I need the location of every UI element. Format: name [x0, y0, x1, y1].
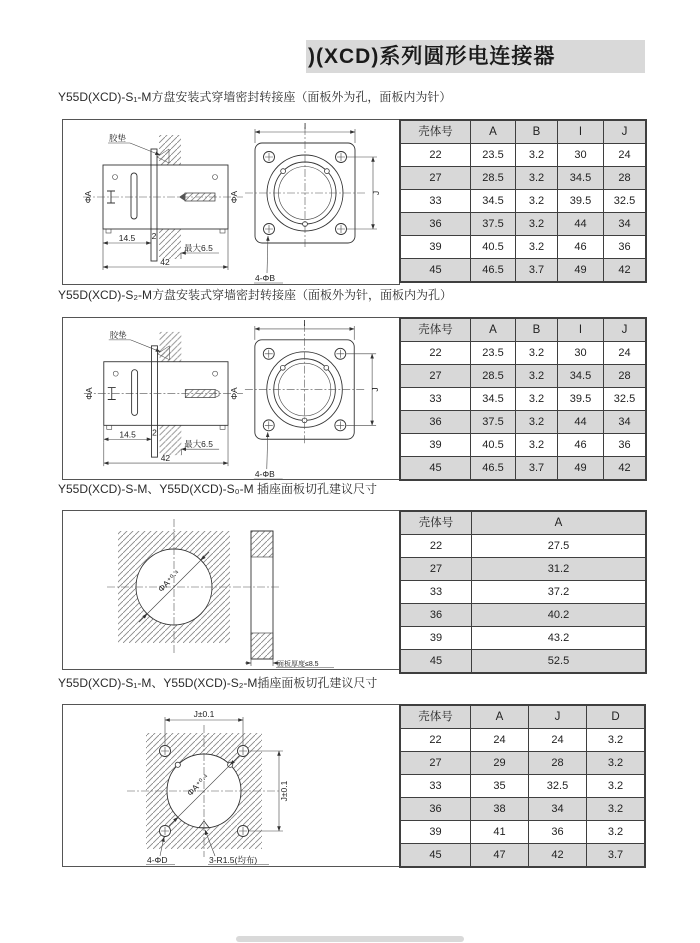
table-row [400, 411, 646, 434]
table-cell: 22 [400, 342, 471, 365]
table-cell: 45 [400, 650, 472, 674]
table-cell: 29 [471, 752, 529, 775]
front-view [245, 121, 381, 283]
slot [131, 173, 137, 219]
dim-i-label: I [303, 121, 307, 131]
table-cell: 39 [400, 236, 471, 259]
wall-hatch-bottom [159, 229, 181, 259]
wall-hatch-top [159, 135, 181, 165]
drawing-connector-side-front-1 [62, 119, 400, 285]
table-row [400, 752, 645, 775]
table-row [400, 236, 646, 259]
table-row [400, 650, 646, 674]
table-row [400, 365, 646, 388]
table-cell: 46.5 [471, 259, 516, 283]
table-cell: 33 [400, 581, 472, 604]
table-cell: 39 [400, 627, 472, 650]
table-cell: 42 [604, 457, 647, 481]
dim-wall-label: 最大6.5 [184, 439, 213, 450]
table-cell: 34 [604, 411, 647, 434]
technical-drawing-svg [63, 705, 399, 866]
table-cell: 42 [529, 844, 587, 868]
table-header-row [400, 511, 646, 535]
table-cell: 40.5 [471, 434, 516, 457]
table-cell: 3.2 [516, 388, 558, 411]
column-header: J [604, 120, 647, 144]
table-cell: 32.5 [604, 190, 647, 213]
table-cell: 3.7 [516, 259, 558, 283]
table-cell: 34.5 [558, 167, 604, 190]
table-cell: 36 [604, 236, 647, 259]
table-cell: 46 [558, 236, 604, 259]
column-header: 壳体号 [400, 120, 471, 144]
column-header: B [516, 318, 558, 342]
column-header: D [587, 705, 646, 729]
table-cell: 40.2 [472, 604, 647, 627]
table-cell: 22 [400, 535, 472, 558]
table-cell: 3.2 [516, 167, 558, 190]
table-cell: 32.5 [604, 388, 647, 411]
dia-a-right-label: ΦA [229, 190, 239, 204]
front-view [245, 318, 380, 479]
keyway-bump [175, 762, 180, 767]
table-row [400, 604, 646, 627]
section-2-title: Y55D(XCD)-S₂-M方盘安装式穿墙密封转接座（面板外为针，面板内为孔） [58, 288, 452, 302]
table-cell: 3.2 [516, 213, 558, 236]
table-row [400, 558, 646, 581]
table-cell: 3.2 [587, 775, 646, 798]
table-cell: 45 [400, 844, 471, 868]
table-cell: 22 [400, 729, 471, 752]
drawing-panel-cutout-keyed [62, 704, 400, 867]
page-footer-bar [236, 936, 464, 942]
column-header: A [472, 511, 647, 535]
table-cell: 33 [400, 388, 471, 411]
table-cell: 28.5 [471, 365, 516, 388]
table-row [400, 144, 646, 167]
table-row [400, 821, 645, 844]
side-view [83, 133, 243, 270]
column-header: B [516, 120, 558, 144]
table-cell: 33 [400, 190, 471, 213]
table-cell: 36 [400, 411, 471, 434]
table-cell: 37.5 [471, 213, 516, 236]
table-cell: 28 [604, 167, 647, 190]
dimension-table-4 [399, 704, 646, 868]
table-cell: 24 [604, 342, 647, 365]
dim-total-label: 42 [160, 257, 170, 267]
table-cell: 3.2 [516, 342, 558, 365]
table-row [400, 844, 645, 868]
panel-cutout-view [127, 709, 289, 865]
column-header: J [604, 318, 647, 342]
table-cell: 27 [400, 558, 472, 581]
contact-pin [185, 193, 215, 201]
table-cell: 3.2 [587, 729, 646, 752]
table-cell: 34.5 [558, 365, 604, 388]
contact-socket [185, 390, 215, 398]
table-cell: 24 [529, 729, 587, 752]
table-row [400, 342, 646, 365]
dimension-table-3 [399, 510, 647, 674]
table-row [400, 798, 645, 821]
dim-j-label: J [371, 190, 381, 196]
table-cell: 46 [558, 434, 604, 457]
dim-depth-label: 14.5 [119, 429, 136, 440]
table-cell: 24 [471, 729, 529, 752]
table-cell: 45 [400, 457, 471, 481]
table-header-row [400, 318, 646, 342]
column-header: J [529, 705, 587, 729]
section-3-title: Y55D(XCD)-S-M、Y55D(XCD)-S₀-M 插座面板切孔建议尺寸 [58, 482, 377, 496]
table-cell: 23.5 [471, 144, 516, 167]
dim-plate-label: 2 [151, 231, 157, 241]
slot [132, 370, 138, 416]
table-cell: 3.2 [587, 798, 646, 821]
table-cell: 30 [558, 144, 604, 167]
mount-holes-label: 4-ΦB [255, 273, 276, 283]
table-cell: 27.5 [472, 535, 647, 558]
table-cell: 34 [529, 798, 587, 821]
table-cell: 27 [400, 365, 471, 388]
table-cell: 46.5 [471, 457, 516, 481]
column-header: A [471, 318, 516, 342]
table-cell: 24 [604, 144, 647, 167]
table-cell: 23.5 [471, 342, 516, 365]
dia-a-right-label: ΦA [228, 387, 239, 400]
column-header: A [471, 705, 529, 729]
table-cell: 44 [558, 213, 604, 236]
panel-thickness-label: 面板厚度≤8.5 [277, 661, 319, 668]
table-cell: 36 [604, 434, 647, 457]
table-cell: 28 [604, 365, 647, 388]
table-cell: 3.2 [516, 236, 558, 259]
table-row [400, 457, 646, 481]
table-cell: 3.2 [516, 411, 558, 434]
table-cell: 34.5 [471, 388, 516, 411]
table-cell: 28 [529, 752, 587, 775]
dim-right-label: J±0.1 [279, 780, 289, 802]
table-row [400, 259, 646, 283]
table-cell: 47 [471, 844, 529, 868]
table-cell: 43.2 [472, 627, 647, 650]
column-header: 壳体号 [400, 705, 471, 729]
column-header: A [471, 120, 516, 144]
dimension-table-1 [399, 119, 647, 283]
dim-total-label: 42 [160, 453, 171, 464]
table-cell: 40.5 [471, 236, 516, 259]
mount-holes-label: 4-ΦD [147, 855, 168, 865]
table-cell: 52.5 [472, 650, 647, 674]
table-cell: 3.2 [516, 365, 558, 388]
table-row [400, 190, 646, 213]
table-cell: 39.5 [558, 388, 604, 411]
table-cell: 3.2 [587, 821, 646, 844]
table-cell: 49 [558, 259, 604, 283]
panel-section-view [243, 531, 334, 668]
table-cell: 49 [558, 457, 604, 481]
table-cell: 31.2 [472, 558, 647, 581]
table-cell: 36 [529, 821, 587, 844]
table-cell: 3.7 [587, 844, 646, 868]
table-cell: 32.5 [529, 775, 587, 798]
table-row [400, 627, 646, 650]
table-cell: 36 [400, 798, 471, 821]
technical-drawing-svg [63, 120, 399, 284]
table-cell: 28.5 [471, 167, 516, 190]
table-row [400, 388, 646, 411]
section-1-title: Y55D(XCD)-S₁-M方盘安装式穿墙密封转接座（面板外为孔，面板内为针） [58, 90, 452, 104]
table-header-row [400, 705, 645, 729]
drawing-panel-cutout-round [62, 510, 400, 670]
table-row [400, 213, 646, 236]
table-cell: 3.2 [587, 752, 646, 775]
dim-wall-label: 最大6.5 [184, 243, 213, 253]
side-view [84, 330, 243, 466]
drawing-connector-side-front-2 [62, 317, 400, 480]
dim-depth-label: 14.5 [118, 233, 136, 243]
table-cell: 42 [604, 259, 647, 283]
column-header: 壳体号 [400, 511, 472, 535]
table-row [400, 775, 645, 798]
table-cell: 39 [400, 434, 471, 457]
dia-a-left-label: ΦA [83, 387, 94, 400]
table-cell: 3.7 [516, 457, 558, 481]
technical-drawing-svg [63, 511, 399, 669]
dim-top-label: J±0.1 [193, 709, 215, 719]
table-cell: 36 [400, 213, 471, 236]
table-cell: 37.2 [472, 581, 647, 604]
table-row [400, 167, 646, 190]
dim-plate-label: 2 [152, 427, 157, 438]
cutout-dia-label: ΦA⁺⁰·⁴ [184, 771, 211, 798]
table-cell: 3.2 [516, 144, 558, 167]
table-cell: 33 [400, 775, 471, 798]
table-cell: 27 [400, 752, 471, 775]
keyway-radius-label: 3-R1.5(均布) [209, 855, 258, 865]
table-cell: 34 [604, 213, 647, 236]
table-cell: 37.5 [471, 411, 516, 434]
gasket-label: 胶垫 [109, 329, 127, 340]
table-cell: 30 [558, 342, 604, 365]
column-header: 壳体号 [400, 318, 471, 342]
table-cell: 39 [400, 821, 471, 844]
dim-j-label: J [370, 387, 381, 392]
section-4-title: Y55D(XCD)-S₁-M、Y55D(XCD)-S₂-M插座面板切孔建议尺寸 [58, 676, 378, 690]
table-header-row [400, 120, 646, 144]
table-cell: 22 [400, 144, 471, 167]
table-cell: 45 [400, 259, 471, 283]
table-row [400, 729, 645, 752]
table-cell: 27 [400, 167, 471, 190]
mount-holes-label: 4-ΦB [254, 469, 275, 479]
dimension-table-2 [399, 317, 647, 481]
table-cell: 44 [558, 411, 604, 434]
table-cell: 3.2 [516, 190, 558, 213]
dim-i-label: I [303, 318, 306, 328]
technical-drawing-svg [63, 318, 399, 479]
table-row [400, 434, 646, 457]
flange-plate [151, 149, 157, 261]
table-row [400, 535, 646, 558]
gasket-label: 胶垫 [109, 133, 127, 143]
column-header: I [558, 120, 604, 144]
table-row [400, 581, 646, 604]
table-cell: 35 [471, 775, 529, 798]
page-title-banner: )(XCD)系列圆形电连接器 [306, 40, 645, 73]
table-cell: 36 [400, 604, 472, 627]
panel-front-view [107, 519, 241, 655]
dia-a-left-label: ΦA [83, 190, 93, 204]
table-cell: 41 [471, 821, 529, 844]
cutout-dia-label: ΦA⁺⁰·⁴ [155, 567, 182, 594]
column-header: I [558, 318, 604, 342]
table-cell: 38 [471, 798, 529, 821]
table-cell: 3.2 [516, 434, 558, 457]
flange-plate [151, 346, 157, 457]
table-cell: 39.5 [558, 190, 604, 213]
table-cell: 34.5 [471, 190, 516, 213]
